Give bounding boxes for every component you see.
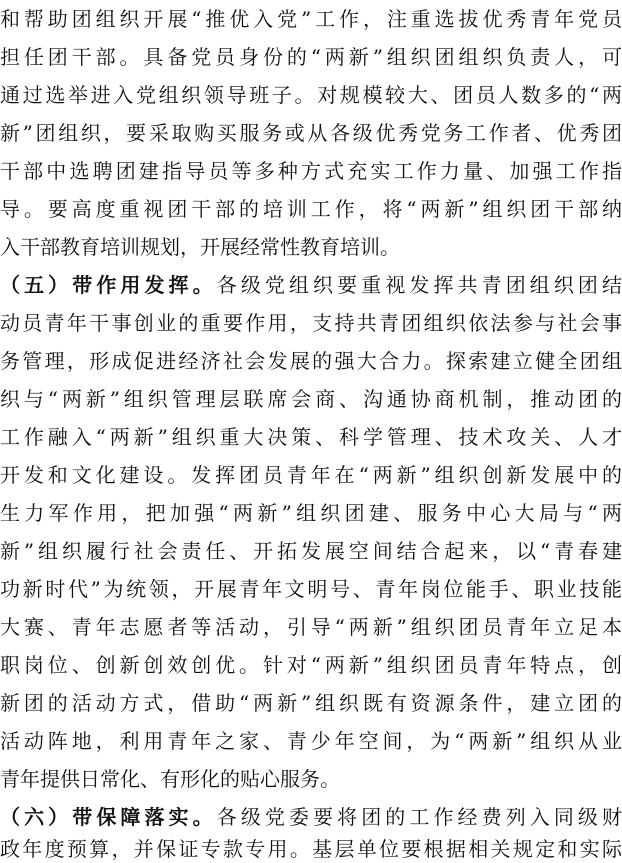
paragraph-line: 工作融入“两新”组织重大决策、科学管理、技术攻关、人才: [0, 425, 622, 449]
section-6-heading: （六）带保障落实。: [0, 805, 217, 829]
paragraph-line: 入干部教育培训规划，开展经常性教育培训。: [0, 235, 400, 259]
section-5-first-line-text: 各级党组织要重视发挥共青团组织团结: [216, 273, 622, 297]
paragraph-line: 担任团干部。具备党员身份的“两新”组织团组织负责人，可: [0, 45, 622, 69]
paragraph-line: 动员青年干事创业的重要作用，支持共青团组织依法参与社会事: [0, 311, 622, 335]
paragraph-line: 职岗位、创新创效创优。针对“两新”组织团员青年特点，创: [0, 653, 622, 677]
paragraph-line: 新团的活动方式，借助“两新”组织既有资源条件，建立团的: [0, 691, 622, 715]
paragraph-line: 活动阵地，利用青年之家、青少年空间，为“两新”组织从业: [0, 729, 622, 753]
paragraph-line: 干部中选聘团建指导员等多种方式充实工作力量、加强工作指: [0, 159, 622, 183]
paragraph-line: 功新时代”为统领，开展青年文明号、青年岗位能手、职业技能: [0, 577, 622, 601]
section-6-first-line-text: 各级党委要将团的工作经费列入同级财: [216, 805, 622, 829]
paragraph-line: 和帮助团组织开展“推优入党”工作，注重选拔优秀青年党员: [0, 7, 622, 31]
paragraph-line: 青年提供日常化、有形化的贴心服务。: [0, 767, 340, 791]
paragraph-line: 开发和文化建设。发挥团员青年在“两新”组织创新发展中的: [0, 463, 622, 487]
paragraph-line: 大赛、青年志愿者等活动，引导“两新”组织团员青年立足本: [0, 615, 622, 639]
paragraph-line: 生力军作用，把加强“两新”组织团建、服务中心大局与“两: [0, 501, 622, 525]
paragraph-line: 政年度预算，并保证专款专用。基层单位要根据相关规定和实际: [0, 837, 622, 861]
section-6-first-line: [0, 804, 622, 830]
paragraph-line: 导。要高度重视团干部的培训工作，将“两新”组织团干部纳: [0, 197, 622, 221]
paragraph-line: 新”团组织，要采取购买服务或从各级优秀党务工作者、优秀团: [0, 121, 622, 145]
paragraph-line: 务管理，形成促进经济社会发展的强大合力。探索建立健全团组: [0, 349, 622, 373]
paragraph-line: 织与“两新”组织管理层联席会商、沟通协商机制，推动团的: [0, 387, 622, 411]
paragraph-line: 通过选举进入党组织领导班子。对规模较大、团员人数多的“两: [0, 83, 622, 107]
paragraph-line: 新”组织履行社会责任、开拓发展空间结合起来，以“青春建: [0, 539, 622, 563]
section-5-heading: （五）带作用发挥。: [0, 273, 217, 297]
section-5-first-line: [0, 272, 622, 298]
